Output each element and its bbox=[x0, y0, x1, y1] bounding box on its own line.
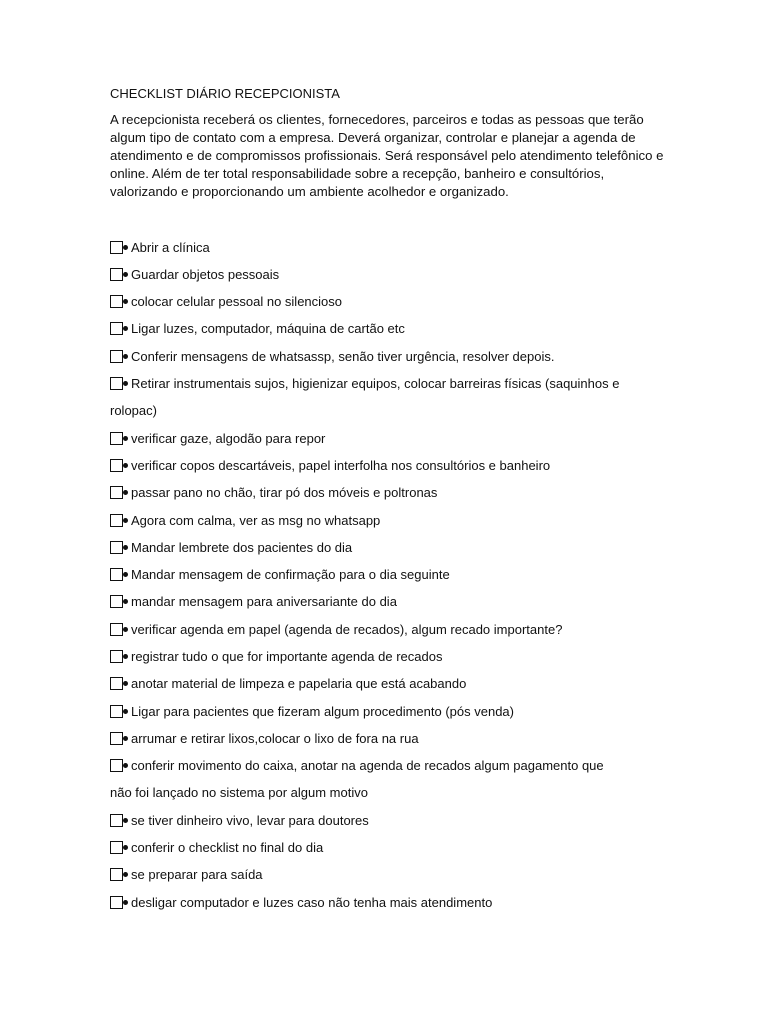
checkbox-icon[interactable] bbox=[110, 459, 123, 472]
page-title: CHECKLIST DIÁRIO RECEPCIONISTA bbox=[110, 86, 340, 101]
checklist-item[interactable] bbox=[110, 811, 369, 829]
checkbox-icon[interactable] bbox=[110, 322, 123, 335]
checkbox-icon[interactable] bbox=[110, 241, 123, 254]
checklist-item[interactable] bbox=[110, 375, 619, 393]
checklist-item-label: verificar gaze, algodão para repor bbox=[131, 430, 326, 446]
checklist-item-label: Retirar instrumentais sujos, higienizar equipos, colocar barreiras físicas (saquinhos e bbox=[131, 376, 620, 391]
checklist-item-label: verificar copos descartáveis, papel interfolha nos consultórios e banheiro bbox=[131, 457, 551, 473]
checkbox-icon[interactable] bbox=[110, 677, 123, 690]
checkbox-icon[interactable] bbox=[110, 268, 123, 281]
checklist-item-label: se preparar para saída bbox=[131, 867, 263, 883]
checklist-item[interactable] bbox=[110, 702, 514, 720]
checklist-item-label: conferir movimento do caixa, anotar na agenda de recados algum pagamento que bbox=[131, 758, 604, 774]
checkbox-icon[interactable] bbox=[110, 486, 123, 499]
intro-paragraph: A recepcionista receberá os clientes, fornecedores, parceiros e todas as pessoas que terão algum tipo de contato com a empresa. Deverá organizar, controlar e planejar a agenda de atendimento e de compromissos profissionais. Será responsável pelo atendimento telefônico e online. Além de ter total responsabilidade sobre a recepção, banheiro e consultórios, valorizando e proporcionando um ambiente acolhedor e organizado. bbox=[110, 112, 664, 199]
checklist-item[interactable] bbox=[110, 456, 550, 474]
checkbox-icon[interactable] bbox=[110, 541, 123, 554]
checklist-item[interactable] bbox=[110, 593, 397, 611]
checklist-item[interactable] bbox=[110, 648, 442, 666]
checklist-item-label: arrumar e retirar lixos,colocar o lixo de fora na rua bbox=[131, 730, 419, 746]
checklist-item-label: Abrir a clínica bbox=[131, 239, 210, 255]
checklist-item[interactable] bbox=[110, 293, 342, 311]
checkbox-icon[interactable] bbox=[110, 650, 123, 663]
checkbox-icon[interactable] bbox=[110, 623, 123, 636]
checkbox-icon[interactable] bbox=[110, 432, 123, 445]
checklist-item[interactable] bbox=[110, 538, 352, 556]
checklist-item-label: Ligar luzes, computador, máquina de cartão etc bbox=[131, 321, 405, 337]
checkbox-icon[interactable] bbox=[110, 350, 123, 363]
checklist-item[interactable] bbox=[110, 484, 437, 502]
checklist-item-label: colocar celular pessoal no silencioso bbox=[131, 294, 343, 310]
checklist-item-label: Mandar lembrete dos pacientes do dia bbox=[131, 539, 353, 555]
checklist-item-label: Agora com calma, ver as msg no whatsapp bbox=[131, 512, 381, 528]
checklist-item-continuation: rolopac) bbox=[110, 402, 157, 418]
checklist-item[interactable] bbox=[110, 511, 380, 529]
checklist-item-label: Ligar para pacientes que fizeram algum procedimento (pós venda) bbox=[131, 703, 514, 719]
checklist-item-label: registrar tudo o que for importante agenda de recados bbox=[131, 649, 443, 664]
checkbox-icon[interactable] bbox=[110, 732, 123, 745]
checklist-item-label: desligar computador e luzes caso não tenha mais atendimento bbox=[131, 894, 493, 910]
checklist-item-label: Conferir mensagens de whatsassp, senão tiver urgência, resolver depois. bbox=[131, 348, 555, 364]
checklist-item-label: Mandar mensagem de confirmação para o dia seguinte bbox=[131, 567, 450, 583]
checkbox-icon[interactable] bbox=[110, 514, 123, 527]
checkbox-icon[interactable] bbox=[110, 568, 123, 581]
checklist-item-label: conferir o checklist no final do dia bbox=[131, 840, 324, 856]
checklist-item-label: Guardar objetos pessoais bbox=[131, 266, 280, 282]
checklist-item-label: se tiver dinheiro vivo, levar para doutores bbox=[131, 812, 369, 828]
checklist-item-continuation: não foi lançado no sistema por algum motivo bbox=[110, 785, 368, 800]
checkbox-icon[interactable] bbox=[110, 896, 123, 909]
checklist-item-label: anotar material de limpeza e papelaria que está acabando bbox=[131, 676, 467, 692]
checklist-item[interactable] bbox=[110, 893, 492, 911]
checkbox-icon[interactable] bbox=[110, 705, 123, 718]
checklist-item[interactable] bbox=[110, 320, 405, 338]
checklist-item[interactable] bbox=[110, 265, 279, 283]
checkbox-icon[interactable] bbox=[110, 295, 123, 308]
checklist-item[interactable] bbox=[110, 238, 210, 256]
checklist-item[interactable] bbox=[110, 729, 419, 747]
checkbox-icon[interactable] bbox=[110, 759, 123, 772]
checkbox-icon[interactable] bbox=[110, 868, 123, 881]
checklist-item[interactable] bbox=[110, 839, 323, 857]
checklist-item[interactable] bbox=[110, 866, 263, 884]
checklist-item-label: verificar agenda em papel (agenda de recados), algum recado importante? bbox=[131, 621, 563, 637]
checkbox-icon[interactable] bbox=[110, 841, 123, 854]
checkbox-icon[interactable] bbox=[110, 595, 123, 608]
checklist-item[interactable] bbox=[110, 429, 325, 447]
checkbox-icon[interactable] bbox=[110, 814, 123, 827]
checklist-item[interactable] bbox=[110, 675, 466, 693]
checklist-item[interactable] bbox=[110, 757, 604, 775]
checklist-item[interactable] bbox=[110, 347, 554, 365]
checklist-item-label: passar pano no chão, tirar pó dos móveis e poltronas bbox=[131, 485, 438, 501]
checklist-item-label: mandar mensagem para aniversariante do dia bbox=[131, 594, 397, 610]
checklist-item[interactable] bbox=[110, 566, 450, 584]
checklist-item[interactable] bbox=[110, 620, 562, 638]
checkbox-icon[interactable] bbox=[110, 377, 123, 390]
